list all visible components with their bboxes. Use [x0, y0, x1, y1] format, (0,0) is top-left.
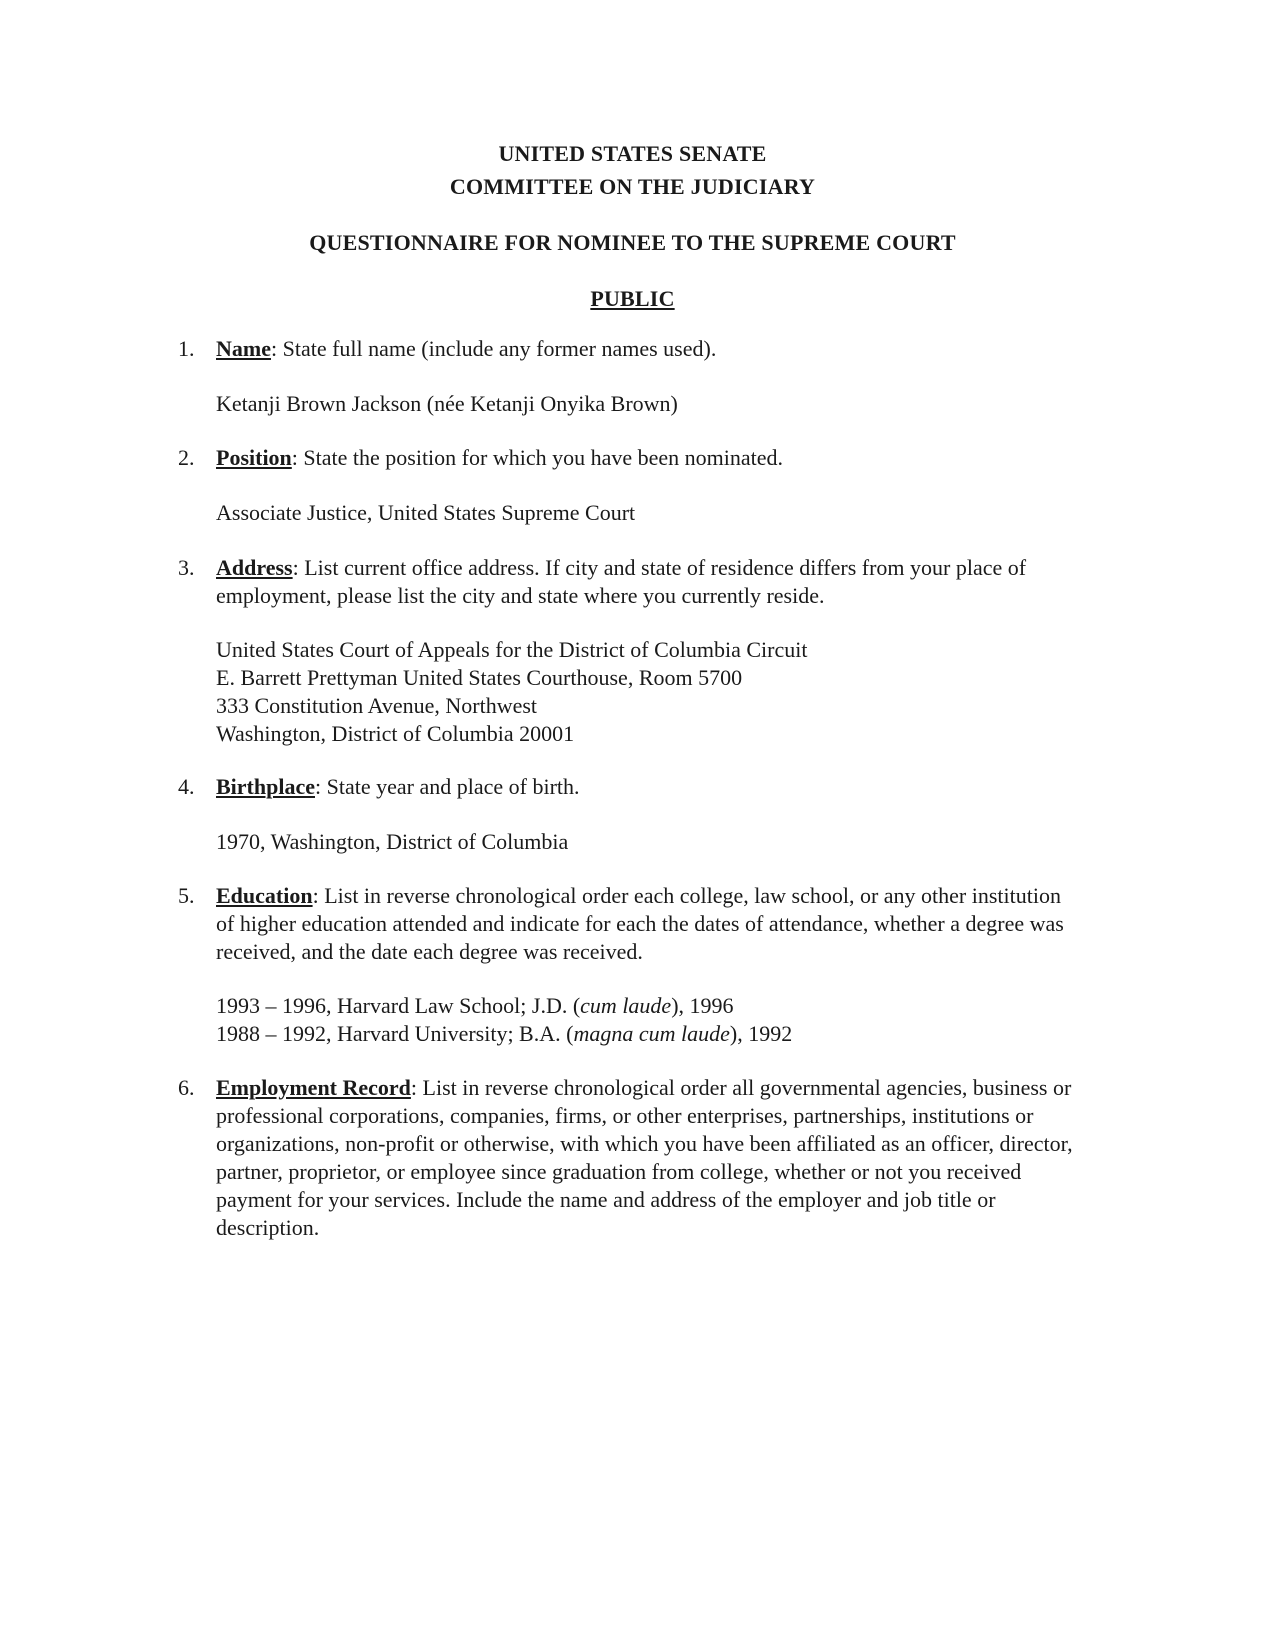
header-committee: COMMITTEE ON THE JUDICIARY: [449, 174, 816, 199]
question-prompt: : State the position for which you have been nominated.: [291, 445, 784, 470]
answer-line: E. Barrett Prettyman United States Courthouse, Room 5700: [216, 665, 743, 690]
answer-3: [216, 636, 1076, 748]
answer-2: [216, 499, 1076, 527]
question-prompt: : List in reverse chronological order all governmental agencies, business or professional corporations, companies, firms, or other enterprises, partnerships, institutions or organizations, non-profit or otherwise, with which you have been affiliated as an officer, director, partner, proprietor, or employee since graduation from college, whether or not you received payment for your services. Include the name and address of the employer and job title or description.: [216, 1075, 1073, 1240]
question-number: 3.: [178, 555, 195, 580]
education-honors: magna cum laude: [573, 1021, 730, 1046]
question-prompt: : State year and place of birth.: [315, 774, 580, 799]
question-text: [216, 444, 1076, 472]
education-honors: cum laude: [580, 993, 672, 1018]
question-number: 4.: [178, 774, 195, 799]
education-year: ), 1996: [671, 993, 734, 1018]
education-row: [216, 1020, 1076, 1048]
answer-line: Ketanji Brown Jackson (née Ketanji Onyika Brown): [216, 391, 678, 416]
question-prompt: : List current office address. If city and state of residence differs from your place of employment, please list the city and state where you currently reside.: [216, 555, 1027, 608]
answer-5: [216, 992, 1076, 1048]
header-senate: UNITED STATES SENATE: [498, 141, 767, 166]
answer-line: 1970, Washington, District of Columbia: [216, 829, 569, 854]
education-text: 1993 – 1996, Harvard Law School; J.D. (: [216, 993, 581, 1018]
education-text: 1988 – 1992, Harvard University; B.A. (: [216, 1021, 574, 1046]
question-number: 2.: [178, 445, 195, 470]
answer-line: Associate Justice, United States Supreme Court: [216, 500, 636, 525]
question-text: [216, 554, 1076, 610]
answer-4: [216, 828, 1076, 856]
answer-line: Washington, District of Columbia 20001: [216, 721, 575, 746]
question-label: Employment Record: [216, 1075, 411, 1100]
question-label: Name: [216, 336, 271, 361]
question-text: [216, 335, 1076, 363]
answer-line: United States Court of Appeals for the District of Columbia Circuit: [216, 637, 808, 662]
education-row: [216, 992, 1076, 1020]
question-number: 1.: [178, 336, 195, 361]
question-text: [216, 882, 1076, 966]
question-prompt: : List in reverse chronological order each college, law school, or any other institution of higher education attended and indicate for each the dates of attendance, whether a degree was received, and the date each degree was received.: [216, 883, 1064, 964]
question-label: Birthplace: [216, 774, 315, 799]
question-label: Education: [216, 883, 313, 908]
header-questionnaire-title: QUESTIONNAIRE FOR NOMINEE TO THE SUPREME COURT: [309, 230, 956, 255]
question-number: 5.: [178, 883, 195, 908]
answer-line: 333 Constitution Avenue, Northwest: [216, 693, 538, 718]
education-year: ), 1992: [729, 1021, 793, 1046]
question-text: [216, 1074, 1076, 1242]
question-number: 6.: [178, 1075, 195, 1100]
question-prompt: : State full name (include any former names used).: [270, 336, 717, 361]
answer-1: [216, 390, 1076, 418]
header-public: PUBLIC: [590, 286, 675, 311]
question-text: [216, 773, 1076, 801]
question-label: Address: [216, 555, 293, 580]
question-label: Position: [216, 445, 292, 470]
